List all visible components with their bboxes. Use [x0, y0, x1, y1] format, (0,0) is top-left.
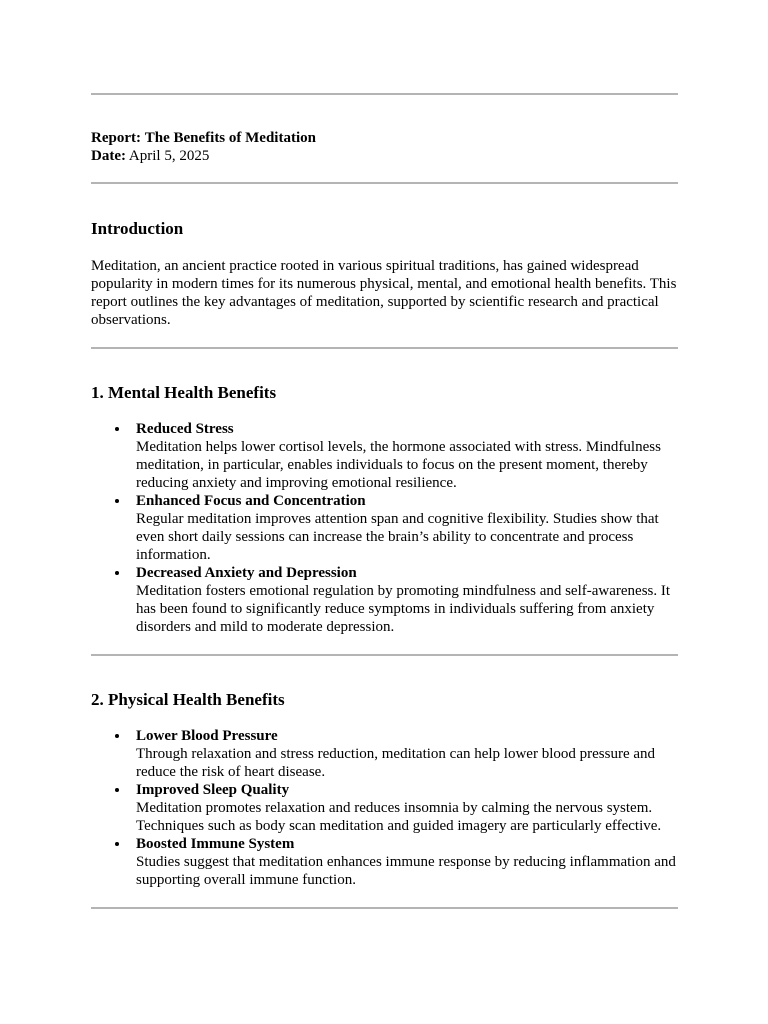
item-title: Reduced Stress: [136, 421, 234, 437]
document-page: [91, 0, 678, 909]
report-title: The Benefits of Meditation: [144, 130, 316, 146]
report-date-line: [91, 147, 678, 165]
report-title-line: [91, 129, 678, 147]
list-item: [136, 781, 678, 835]
list-item: [136, 835, 678, 889]
section-heading-mental: 1. Mental Health Benefits: [91, 383, 277, 402]
list-item: [136, 492, 678, 564]
divider: [91, 654, 678, 656]
report-label: Report:: [91, 130, 141, 146]
item-body: Meditation promotes relaxation and reduces insomnia by calming the nervous system. Techniques such as body scan meditation and guided imagery are particularly effective.: [136, 800, 662, 834]
item-title: Improved Sleep Quality: [136, 782, 290, 798]
divider: [91, 907, 678, 909]
item-body: Meditation helps lower cortisol levels, the hormone associated with stress. Mindfulness meditation, in particular, enables individuals to focus on the present moment, thereby reducing anxiety and improving emotional resilience.: [136, 439, 661, 491]
item-body: Studies suggest that meditation enhances immune response by reducing inflammation and supporting overall immune function.: [136, 854, 676, 888]
section-heading-introduction: Introduction: [91, 219, 184, 238]
item-body: Regular meditation improves attention span and cognitive flexibility. Studies show that even short daily sessions can increase the brain’s ability to concentrate and process information.: [136, 511, 659, 563]
date-value: April 5, 2025: [128, 148, 210, 164]
list-item: [136, 564, 678, 636]
mental-benefits-list: [91, 420, 678, 636]
list-item: [136, 727, 678, 781]
section-heading-physical: 2. Physical Health Benefits: [91, 690, 285, 709]
item-title: Decreased Anxiety and Depression: [136, 565, 357, 581]
introduction-body: Meditation, an ancient practice rooted in various spiritual traditions, has gained widespread popularity in modern times for its numerous physical, mental, and emotional health benefits. This report outlines the key advantages of meditation, supported by scientific research and practical observations.: [91, 258, 677, 328]
item-body: Meditation fosters emotional regulation by promoting mindfulness and self-awareness. It has been found to significantly reduce symptoms in individuals suffering from anxiety disorders and mild to moderate depression.: [136, 583, 671, 635]
divider: [91, 93, 678, 95]
item-body: Through relaxation and stress reduction, meditation can help lower blood pressure and reduce the risk of heart disease.: [136, 746, 656, 780]
report-meta: [91, 129, 678, 165]
list-item: [136, 420, 678, 492]
divider: [91, 182, 678, 184]
item-title: Boosted Immune System: [136, 836, 295, 852]
date-label: Date:: [91, 148, 126, 164]
divider: [91, 347, 678, 349]
item-title: Lower Blood Pressure: [136, 728, 278, 744]
physical-benefits-list: [91, 727, 678, 889]
item-title: Enhanced Focus and Concentration: [136, 493, 366, 509]
